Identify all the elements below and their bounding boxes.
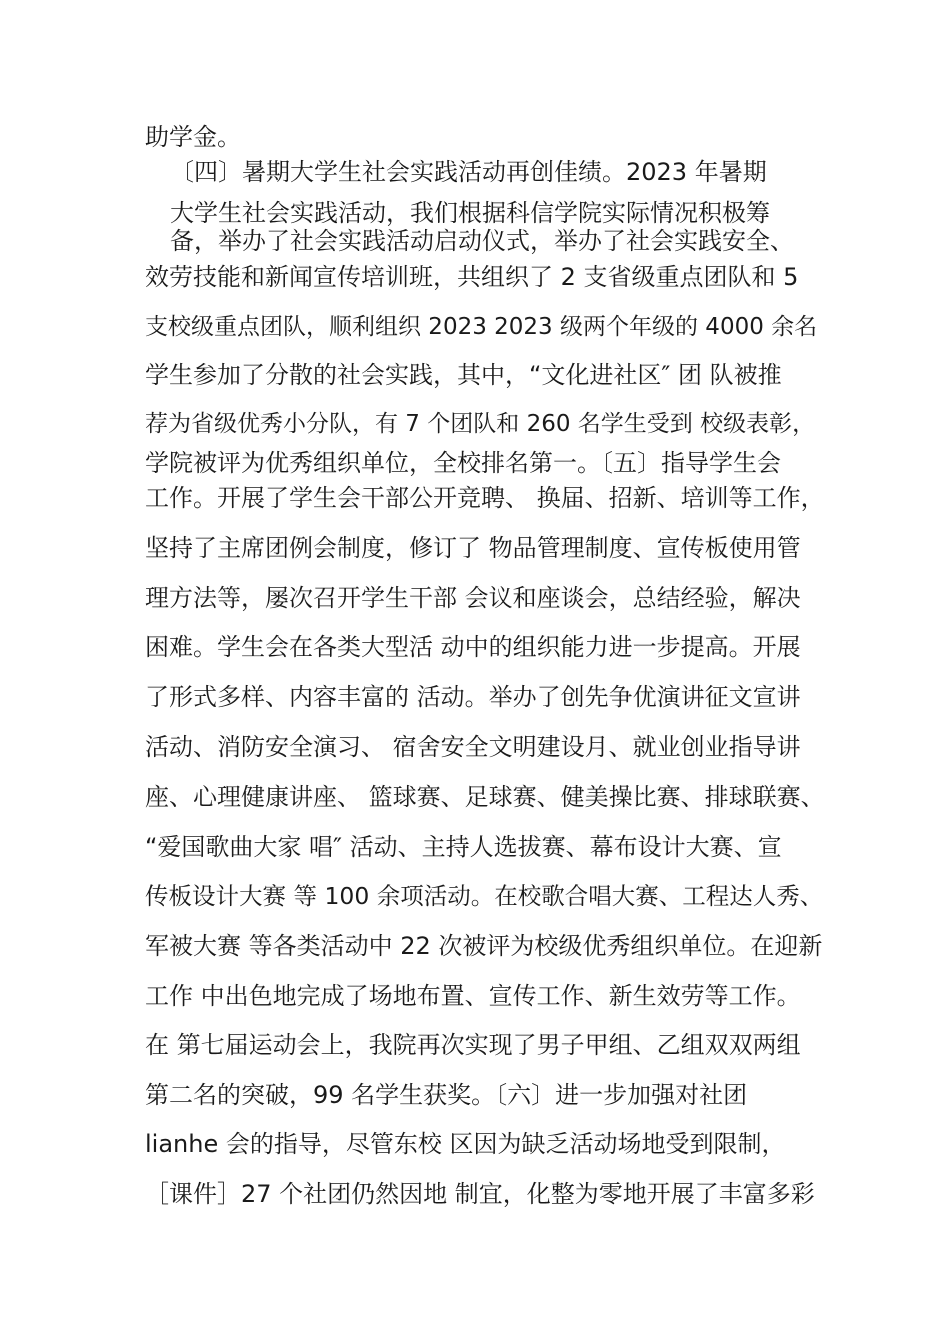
text-line: 工作 中出色地完成了场地布置、宣传工作、新生效劳等工作。 bbox=[145, 982, 801, 1010]
text-line: 了形式多样、内容丰富的 活动。举办了创先争优演讲征文宣讲 bbox=[145, 683, 801, 711]
text-line: 军被大赛 等各类活动中 22 次被评为校级优秀组织单位。在迎新 bbox=[145, 932, 823, 960]
text-line: 备，举办了社会实践活动启动仪式，举办了社会实践安全、 bbox=[170, 227, 794, 255]
text-line: 在 第七届运动会上，我院再次实现了男子甲组、乙组双双两组 bbox=[145, 1031, 801, 1059]
text-line: 学生参加了分散的社会实践，其中，“文化进社区″ 团 队被推 bbox=[145, 361, 782, 389]
text-line: 传板设计大赛 等 100 余项活动。在校歌合唱大赛、工程达人秀、 bbox=[145, 882, 824, 910]
text-line: 支校级重点团队，顺利组织 2023 2023 级两个年级的 4000 余名 bbox=[145, 314, 818, 340]
text-line: 大学生社会实践活动，我们根据科信学院实际情况积极筹 bbox=[170, 199, 770, 227]
text-line: 活动、消防安全演习、 宿舍安全文明建设月、就业创业指导讲 bbox=[145, 733, 801, 761]
text-line: 〔四〕暑期大学生社会实践活动再创佳绩。2023 年暑期 bbox=[170, 158, 767, 186]
text-line: 座、心理健康讲座、 篮球赛、足球赛、健美操比赛、排球联赛、 bbox=[145, 783, 825, 811]
text-line: 学院被评为优秀组织单位，全校排名第一。〔五〕指导学生会 bbox=[145, 449, 781, 477]
text-line: 困难。学生会在各类大型活 动中的组织能力进一步提高。开展 bbox=[145, 633, 801, 661]
text-line: “爱国歌曲大家 唱″ 活动、主持人选拔赛、幕布设计大赛、宣 bbox=[145, 833, 782, 861]
text-line: 第二名的突破，99 名学生获奖。〔六〕进一步加强对社团 bbox=[145, 1081, 748, 1109]
text-line: 工作。开展了学生会干部公开竞聘、 换届、招新、培训等工作， bbox=[145, 484, 825, 512]
text-line: ［课件］27 个社团仍然因地 制宜，化整为零地开展了丰富多彩 bbox=[145, 1180, 815, 1208]
text-line: 理方法等，屡次召开学生干部 会议和座谈会，总结经验，解决 bbox=[145, 584, 801, 612]
text-line: 助学金。 bbox=[145, 123, 241, 151]
text-line: 荐为省级优秀小分队，有 7 个团队和 260 名学生受到 校级表彰， bbox=[145, 411, 816, 437]
text-line: 坚持了主席团例会制度，修订了 物品管理制度、宣传板使用管 bbox=[145, 534, 801, 562]
text-line: 效劳技能和新闻宣传培训班，共组织了 2 支省级重点团队和 5 bbox=[145, 263, 799, 291]
text-line: lianhe 会的指导，尽管东校 区因为缺乏活动场地受到限制， bbox=[145, 1130, 786, 1158]
